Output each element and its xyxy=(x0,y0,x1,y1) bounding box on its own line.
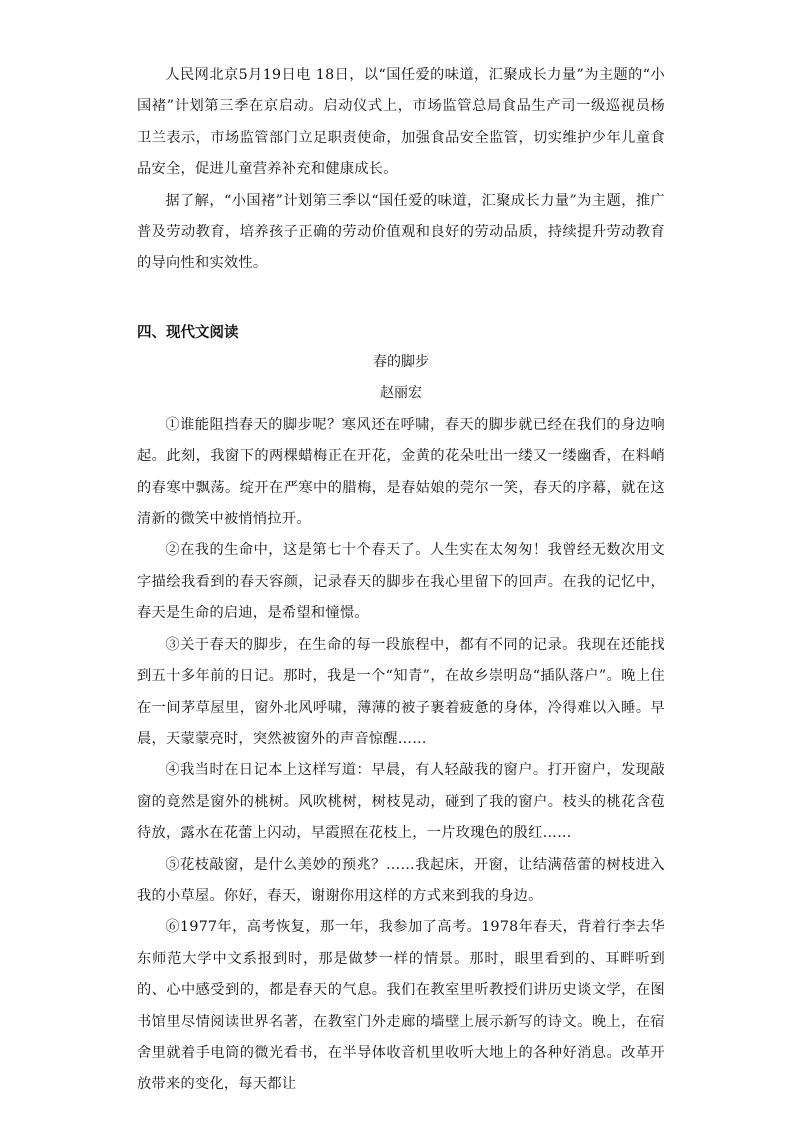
article-title: 春的脚步 xyxy=(373,353,429,370)
news-paragraph-1: 人民网北京5月19日电 18日，以“国任爱的味道，汇聚成长力量”为主题的“小国褚”计划第三季在京启动。启动仪式上，市场监管总局食品生产司一级巡视员杨卫兰表示，市场监管部门立足职责使命，加强食品安全监管，切实维护少年儿童食品安全，促进儿童营养补充和健康成长。 xyxy=(137,67,665,178)
section-heading: 四、现代文阅读 xyxy=(137,324,239,341)
article-paragraph-6: ⑥1977年，高考恢复，那一年，我参加了高考。1978年春天，背着行李去华东师范大学中文系报到时，那是做梦一样的情景。那时，眼里看到的、耳畔听到的、心中感受到的，都是春天的气息。我们在教室里听教授们讲历史谈文学，在图书馆里尽情阅读世界名著，在教室门外走廊的墙壁上展示新写的诗文。晚上，在宿舍里就着手电筒的微光看书，在半导体收音机里收听大地上的各种好消息。改革开放带来的变化，每天都让 xyxy=(137,919,665,1093)
article-author: 赵丽宏 xyxy=(380,384,422,401)
article-paragraph-3: ③关于春天的脚步，在生命的每一段旅程中，都有不同的记录。我现在还能找到五十多年前的日记。那时，我是一个“知青”，在故乡崇明岛“插队落户”。晚上住在一间茅草屋里，窗外北风呼啸，薄薄的被子裹着疲惫的身体，冷得难以入睡。早晨，天蒙蒙亮时，突然被窗外的声音惊醒…… xyxy=(137,636,665,747)
news-paragraph-2: 据了解，“小国褚”计划第三季以“国任爱的味道，汇聚成长力量”为主题，推广普及劳动教育，培养孩子正确的劳动价值观和良好的劳动品质，持续提升劳动教育的导向性和实效性。 xyxy=(137,192,665,272)
document-page xyxy=(137,60,665,1101)
article-paragraph-1: ①谁能阻挡春天的脚步呢？寒风还在呼啸，春天的脚步就已经在我们的身边响起。此刻，我窗下的两棵蜡梅正在开花，金黄的花朵吐出一缕又一缕幽香，在料峭的春寒中飘荡。绽开在严寒中的腊梅，是春姑娘的莞尔一笑，春天的序幕，就在这清新的微笑中被悄悄拉开。 xyxy=(137,416,665,528)
spacer xyxy=(137,280,665,318)
article-paragraph-4: ④我当时在日记本上这样写道：早晨，有人轻敲我的窗户。打开窗户，发现敲窗的竟然是窗外的桃树。风吹桃树，树枝晃动，碰到了我的窗户。枝头的桃花含苞待放，露水在花蕾上闪动，早霞照在花枝上，一片玫瑰色的殷红…… xyxy=(137,762,665,842)
article-paragraph-5: ⑤花枝敲窗，是什么美妙的预兆？……我起床，开窗，让结满蓓蕾的树枝进入我的小草屋。你好，春天，谢谢你用这样的方式来到我的身边。 xyxy=(137,856,665,904)
article-paragraph-2: ②在我的生命中，这是第七十个春天了。人生实在太匆匆！我曾经无数次用文字描绘我看到的春天容颜，记录春天的脚步在我心里留下的回声。在我的记忆中，春天是生命的启迪，是希望和憧憬。 xyxy=(137,542,665,622)
